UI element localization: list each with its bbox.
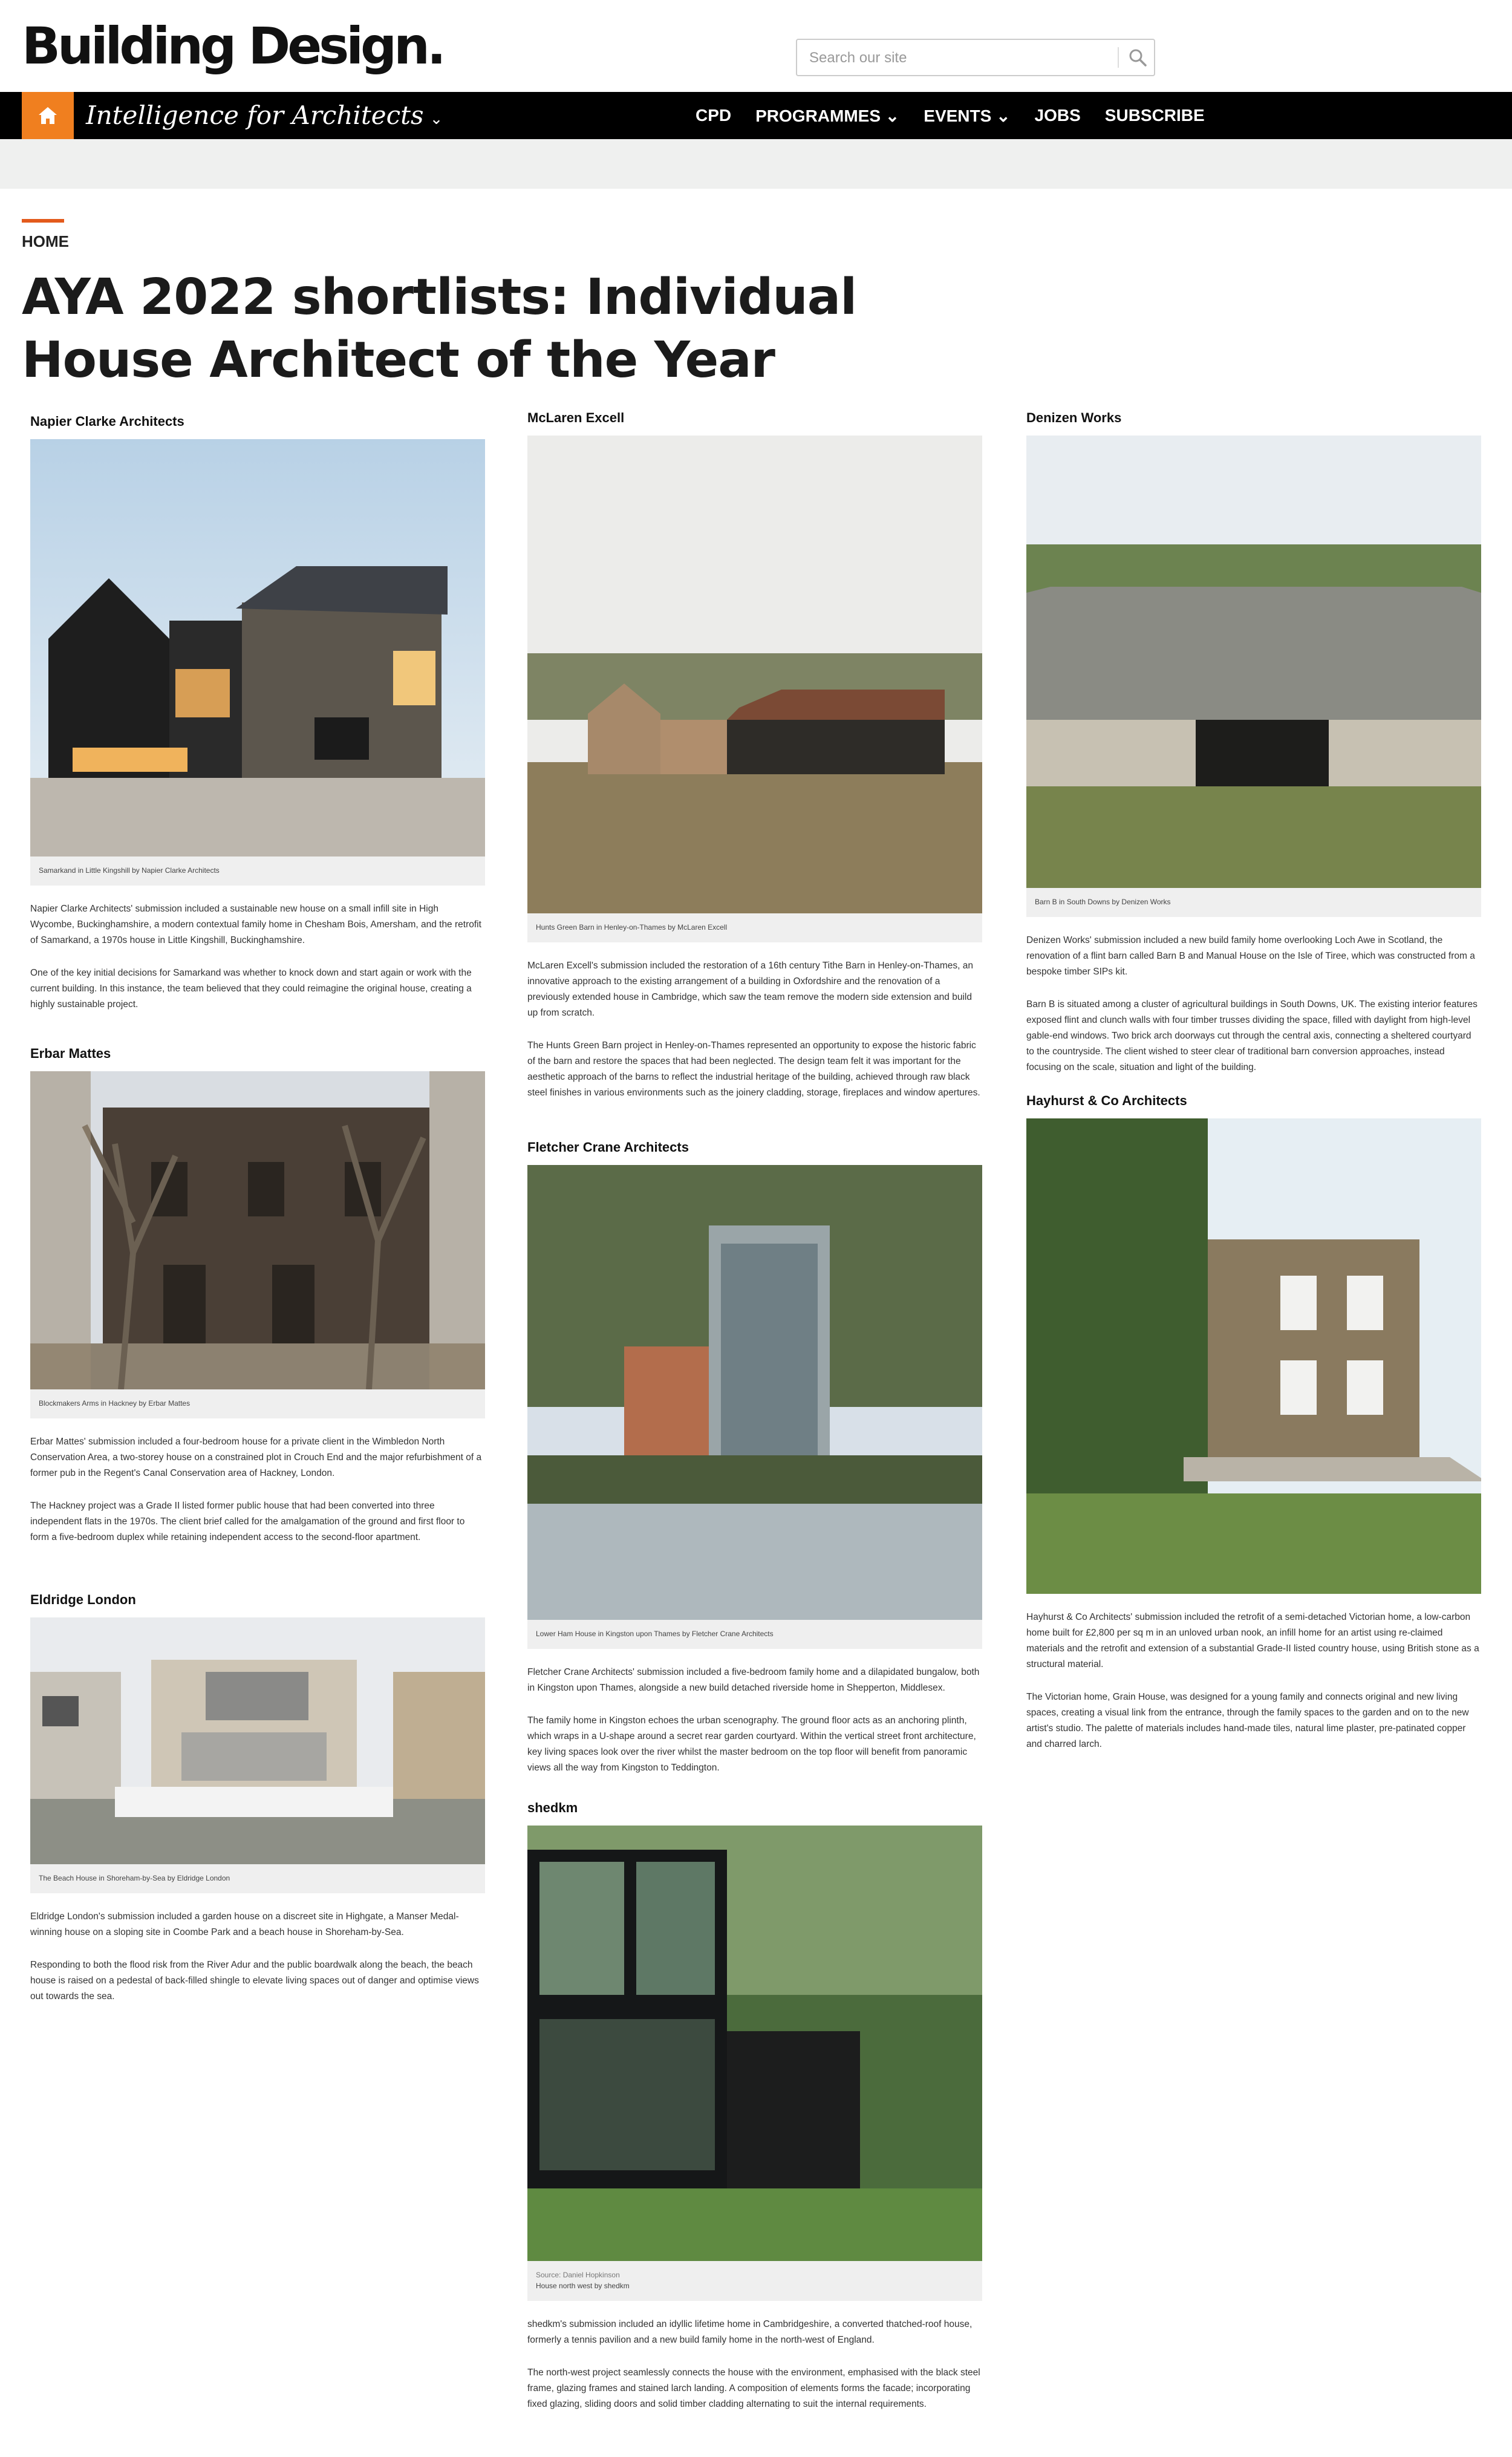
entry-text (30, 1909, 485, 2005)
entry-mclaren-excell (527, 409, 982, 1118)
entry-photo[interactable] (30, 439, 485, 857)
entry-title: Erbar Mattes (30, 1046, 111, 1061)
entry-text (1026, 933, 1481, 1075)
entry-paragraph: Denizen Works' submission included a new build family home overlooking Loch Awe in Scotland, the renovation of a flint barn called Barn B and Manual House on the Isle of Tiree, which was constructed from a bespoke timber SIPs kit. (1026, 935, 1475, 977)
entry-photo[interactable] (527, 1165, 982, 1620)
breadcrumb-accent (22, 219, 64, 223)
photo-caption (527, 2261, 982, 2301)
photo-caption-text: House north west by shedkm (536, 2282, 630, 2290)
tagline-menu[interactable] (86, 100, 443, 131)
entry-paragraph: Napier Clarke Architects' submission included a sustainable new house on a small infill site in High Wycombe, Buckinghamshire, a modern contextual family home in Chesham Bois, Amersham, and the retrofit of Samarkand, a 1970s house in Little Kingshill, Buckinghamshire. (30, 904, 481, 945)
entry-paragraph: Fletcher Crane Architects' submission included a five-bedroom family home and a dilapidated bungalow, both in Kingston upon Thames, alongside a new build detached riverside home in Shepperton, Middlesex. (527, 1667, 980, 1693)
entry-fletcher-crane (527, 1138, 982, 1793)
tagline-text: Intelligence for Architects (86, 100, 424, 130)
entry-napier-clarke (30, 413, 485, 1029)
entry-paragraph: Eldridge London's submission included a garden house on a discreet site in Highgate, a Manser Medal-winning house on a sloping site in Coombe Park and a beach house in Shoreham-by-Sea. (30, 1911, 459, 1937)
page-title: AYA 2022 shortlists: Individual House Architect of the Year (22, 269, 857, 389)
photo-caption: Blockmakers Arms in Hackney by Erbar Mattes (30, 1389, 485, 1418)
home-button[interactable] (22, 92, 74, 139)
site-logo[interactable]: Building Design. (22, 16, 443, 76)
photo-caption: Lower Ham House in Kingston upon Thames by Fletcher Crane Architects (527, 1620, 982, 1649)
entry-eldridge-london (30, 1591, 485, 2021)
entry-shedkm (527, 1799, 982, 2429)
entry-photo[interactable] (30, 1617, 485, 1864)
search-divider (1118, 47, 1119, 68)
entry-photo[interactable] (1026, 436, 1481, 888)
entry-title: shedkm (527, 1800, 578, 1815)
entry-paragraph: McLaren Excell's submission included the restoration of a 16th century Tithe Barn in Henley-on-Thames, an innovative approach to the existing arrangement of a building in Oxfordshire and the renovation of a previously extended house in Cambridge, which saw the team remove the modern side extension and build up from scratch. (527, 961, 973, 1018)
nav-cpd[interactable]: CPD (696, 106, 732, 125)
entry-paragraph: shedkm's submission included an idyllic lifetime home in Cambridgeshire, a converted thatched-roof house, formerly a tennis pavilion and a new build family home in the north-west of England. (527, 2319, 973, 2345)
photo-caption: Hunts Green Barn in Henley-on-Thames by McLaren Excell (527, 913, 982, 942)
entry-photo[interactable] (30, 1071, 485, 1389)
entry-text (527, 2317, 982, 2412)
entry-title: Eldridge London (30, 1592, 136, 1607)
home-icon (37, 105, 59, 126)
entry-photo[interactable] (1026, 1118, 1481, 1594)
search-input[interactable] (797, 40, 1125, 76)
entry-erbar-mattes (30, 1045, 485, 1562)
search-icon[interactable] (1127, 47, 1148, 68)
breadcrumb[interactable]: HOME (22, 232, 69, 250)
entry-photo[interactable] (527, 1826, 982, 2261)
photo-caption: Barn B in South Downs by Denizen Works (1026, 888, 1481, 917)
site-header (0, 0, 1512, 92)
entry-text (30, 1434, 485, 1545)
photo-caption: Samarkand in Little Kingshill by Napier Clarke Architects (30, 857, 485, 886)
photo-source: Source: Daniel Hopkinson (536, 2271, 620, 2279)
search-box[interactable] (796, 39, 1155, 76)
entry-paragraph: The Victorian home, Grain House, was designed for a young family and connects original and new living spaces, creating a visual link from the entrance, through the family spaces to the garden and on to the new artist's studio. The palette of materials includes hand-made tiles, natural lime plaster, pre-patinated copper and charred larch. (1026, 1692, 1469, 1749)
ad-band (0, 139, 1512, 189)
entry-paragraph: Hayhurst & Co Architects' submission included the retrofit of a semi-detached Victorian home, a low-carbon home built for £2,800 per sq m in an unloved urban nook, an infill home for an artist using re-claimed materials and the retrofit and extension of a substantial Grade-II listed country house, using British stone as a structural material. (1026, 1612, 1479, 1669)
entry-hayhurst (1026, 1092, 1481, 1769)
entry-paragraph: Barn B is situated among a cluster of agricultural buildings in South Downs, UK. The existing interior features exposed flint and clunch walls with four timber trusses dividing the space, filled with daylight from high-level gable-end windows. Two brick arch doorways cut through the central axis, connecting a sheltered courtyard to the countryside. The client wished to steer clear of traditional barn conversion approaches, instead focusing on the scale, situation and light of the building. (1026, 999, 1478, 1072)
entry-paragraph: The north-west project seamlessly connects the house with the environment, emphasised with the black steel frame, glazing frames and stained larch landing. A composition of elements forms the facade; incorporating fixed glazing, sliding doors and solid timber cladding alternating to suit the internal requirements. (527, 2367, 980, 2409)
nav-events[interactable]: EVENTS ⌄ (924, 106, 1011, 125)
main-nav (0, 92, 1512, 139)
entry-paragraph: Responding to both the flood risk from the River Adur and the public boardwalk along the beach, the beach house is raised on a pedestal of back-filled shingle to elevate living spaces out of danger and optimise views out towards the sea. (30, 1960, 479, 2002)
entry-text (527, 1665, 982, 1776)
entry-title: Denizen Works (1026, 410, 1122, 425)
entry-title: Napier Clarke Architects (30, 414, 184, 429)
photo-caption: The Beach House in Shoreham-by-Sea by Eldridge London (30, 1864, 485, 1893)
entry-paragraph: The Hunts Green Barn project in Henley-on-Thames represented an opportunity to expose the historic fabric of the barn and restore the spaces that had been neglected. The design team felt it was important for the aesthetic approach of the barns to reflect the industrial heritage of the building, achieved through raw black steel finishes in various environments such as the joinery cladding, storage, fireplaces and window apertures. (527, 1040, 980, 1098)
entry-text (527, 958, 982, 1101)
entry-text (30, 901, 485, 1013)
entry-title: Hayhurst & Co Architects (1026, 1093, 1187, 1108)
entry-paragraph: Erbar Mattes' submission included a four-bedroom house for a private client in the Wimbledon North Conservation Area, a two-storey house on a constrained plot in Crouch End and the major refurbishment of a former pub in the Regent's Canal Conservation area of Hackney, London. (30, 1437, 482, 1478)
entry-title: McLaren Excell (527, 410, 625, 425)
entry-paragraph: One of the key initial decisions for Samarkand was whether to knock down and start again or work with the current building. In this instance, the team believed that they could reimagine the original house, creating a highly sustainable project. (30, 968, 472, 1010)
entry-denizen-works (1026, 409, 1481, 1092)
nav-programmes[interactable]: PROGRAMMES ⌄ (755, 106, 900, 125)
nav-subscribe[interactable]: SUBSCRIBE (1104, 106, 1205, 125)
entry-paragraph: The family home in Kingston echoes the urban scenography. The ground floor acts as an anchoring plinth, which wraps in a U-shape around a secret rear garden courtyard. Within the vertical street front architecture, key living spaces look over the river whilst the master bedroom on the top floor will benefit from panoramic views all the way from Kingston to Teddington. (527, 1715, 976, 1773)
nav-links (696, 92, 1229, 139)
entry-photo[interactable] (527, 436, 982, 913)
entry-title: Fletcher Crane Architects (527, 1140, 689, 1155)
entry-paragraph: The Hackney project was a Grade II listed former public house that had been converted into three independent flats in the 1970s. The client brief called for the amalgamation of the ground and first floor to form a five-bedroom duplex while retaining independent access to the second-floor apartment. (30, 1501, 465, 1542)
nav-jobs[interactable]: JOBS (1034, 106, 1081, 125)
chevron-down-icon: ⌄ (429, 110, 443, 128)
entry-text (1026, 1610, 1481, 1752)
